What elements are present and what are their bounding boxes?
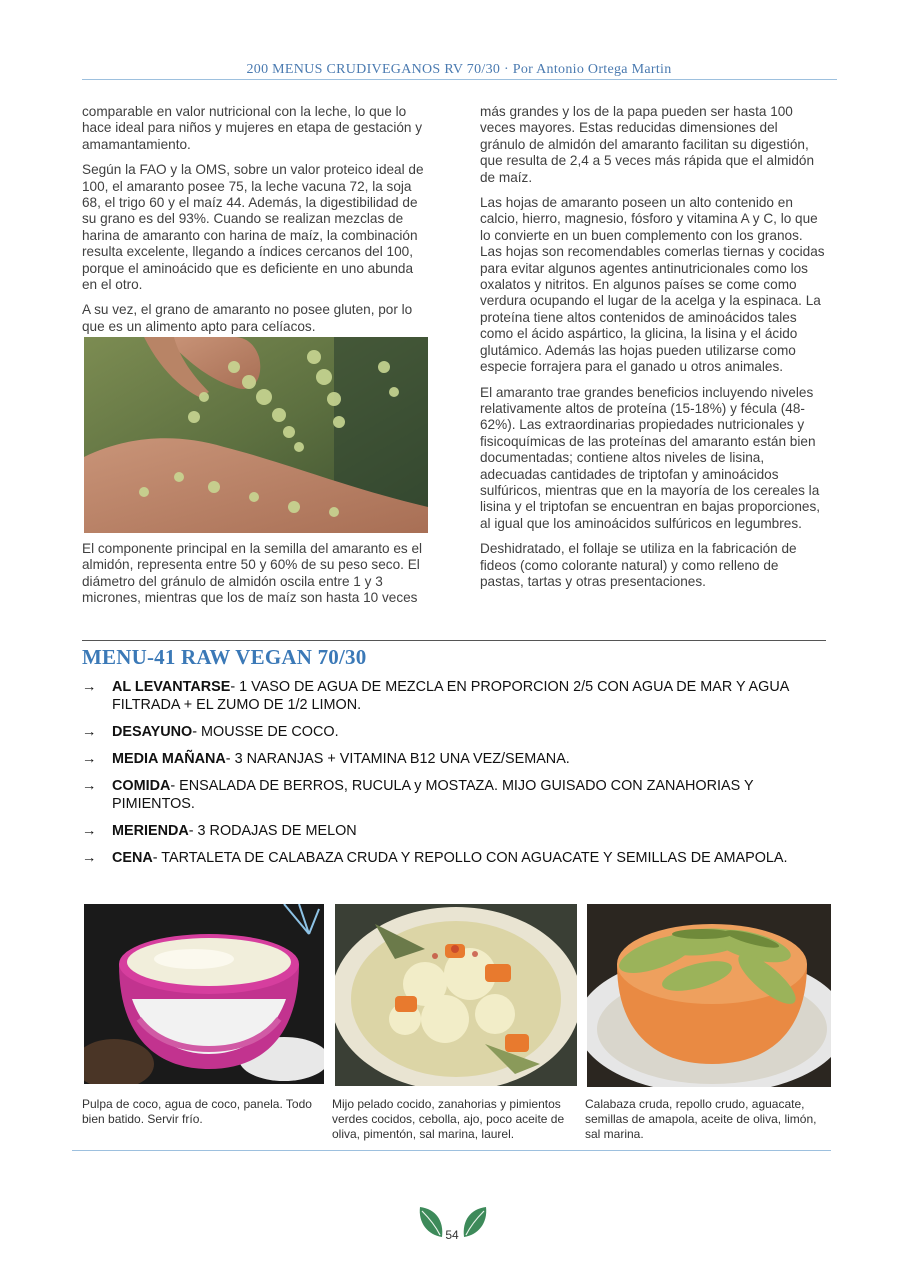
menu-item-label: COMIDA bbox=[112, 778, 171, 794]
paragraph: Las hojas de amaranto poseen un alto contenido en calcio, hierro, magnesio, fósforo y vitamina A y C, lo que lo convierte en un buen complemento con los granos. Las hojas son recomendables comerlas tiernas y cocidas para evitar algunos agentes antinutricionales como los oxalatos y nitritos. En algunos países se come como verdura ocupando el lugar de la acelga y la espinaca. La proteína tiene altos contenidos de aminoácidos tales como el ácido aspártico, la glicina, la lisina y el ácido glutámico. Además las hojas pueden utilizarse como especie forrajera para el ganado u otros animales. bbox=[480, 195, 825, 375]
photo-caption: Mijo pelado cocido, zanahorias y pimientos verdes cocidos, cebolla, ajo, poco aceite de oliva, pimentón, sal marina, laurel. bbox=[332, 1097, 565, 1141]
menu-item-text: - TARTALETA DE CALABAZA CRUDA Y REPOLLO CON AGUACATE Y SEMILLAS DE AMAPOLA. bbox=[152, 850, 788, 866]
photo-caption: Calabaza cruda, repollo crudo, aguacate, semillas de amapola, aceite de oliva, limón, sal marina. bbox=[585, 1097, 817, 1141]
menu-item-label: CENA bbox=[112, 850, 153, 866]
menu-item-text: - ENSALADA DE BERROS, RUCULA y MOSTAZA. MIJO GUISADO CON ZANAHORIAS Y PIMIENTOS. bbox=[112, 778, 754, 812]
left-column bbox=[82, 104, 427, 344]
menu-item bbox=[82, 723, 822, 741]
arrow-right-icon: → bbox=[82, 679, 97, 695]
section-divider bbox=[82, 640, 826, 641]
left-column-continued bbox=[82, 541, 427, 616]
menu-item-label: DESAYUNO bbox=[112, 724, 193, 740]
paragraph: A su vez, el grano de amaranto no posee gluten, por lo que es un alimento apto para celíacos. bbox=[82, 302, 413, 334]
arrow-right-icon: → bbox=[82, 850, 97, 866]
menu-item-text: - 3 NARANJAS + VITAMINA B12 UNA VEZ/SEMANA. bbox=[225, 751, 570, 767]
menu-item bbox=[82, 849, 822, 867]
paragraph: Deshidratado, el follaje se utiliza en la fabricación de fideos (como colorante natural) y como relleno de pastas, tartas y otras presentaciones. bbox=[480, 541, 797, 589]
arrow-right-icon: → bbox=[82, 724, 97, 740]
menu-item-label: MERIENDA bbox=[112, 823, 189, 839]
arrow-right-icon: → bbox=[82, 751, 97, 767]
menu-title: MENU-41 RAW VEGAN 70/30 bbox=[82, 645, 367, 669]
photo-caption: Pulpa de coco, agua de coco, panela. Todo bien batido. Servir frío. bbox=[82, 1097, 312, 1126]
millet-stew-photo bbox=[335, 904, 577, 1086]
paragraph: más grandes y los de la papa pueden ser hasta 100 veces mayores. Estas reducidas dimensiones del gránulo de almidón del amaranto facilitan su digestión, que resulta de 2,4 a 5 veces más rápida que el almidón de maíz. bbox=[480, 104, 815, 185]
menu-item-text: - 3 RODAJAS DE MELON bbox=[188, 823, 357, 839]
header-divider bbox=[82, 79, 837, 80]
arrow-right-icon: → bbox=[82, 778, 97, 794]
page-header-title: 200 MENUS CRUDIVEGANOS RV 70/30 · Por Antonio Ortega Martin bbox=[246, 62, 672, 77]
menu-item-text: - MOUSSE DE COCO. bbox=[192, 724, 339, 740]
menu-item bbox=[82, 750, 822, 768]
menu-list bbox=[82, 678, 822, 876]
menu-item-text: - 1 VASO DE AGUA DE MEZCLA EN PROPORCION 2/5 CON AGUA DE MAR Y AGUA FILTRADA + EL ZUMO DE 1/2 LIMON. bbox=[112, 679, 789, 713]
paragraph: Según la FAO y la OMS, sobre un valor proteico ideal de 100, el amaranto posee 75, la leche vacuna 72, la soja 68, el trigo 60 y el maíz 44. Además, la digestibilidad de su grano es del 93%. Cuando se realizan mezclas de harina de amaranto con harina de maíz, la combinación resulta excelente, llegando a índices cercanos del 100, porque el aminoácido que es deficiente en uno abunda en el otro. bbox=[82, 162, 424, 293]
right-column bbox=[480, 104, 825, 599]
amaranth-photo bbox=[84, 337, 428, 533]
menu-item-label: AL LEVANTARSE bbox=[112, 679, 231, 695]
page-number: 54 bbox=[445, 1228, 459, 1242]
paragraph: El amaranto trae grandes beneficios incluyendo niveles relativamente altos de proteína (15-18%) y fécula (48-62%). Las extraordinarias propiedades nutricionales y fisicoquímicas de las proteínas del amaranto están bien documentadas; contiene altos niveles de lisina, adecuadas cantidades de triptofan y aminoácidos sulfúricos, mientras que en la mayoría de los cereales la lisina y el triptofan se encuentran en bajas proporciones, al igual que los aminoácidos sulfúricos en legumbres. bbox=[480, 384, 821, 531]
menu-item-label: MEDIA MAÑANA bbox=[112, 751, 226, 767]
footer-divider bbox=[72, 1150, 831, 1151]
coconut-mousse-photo bbox=[84, 904, 324, 1084]
pumpkin-tartlet-photo bbox=[587, 904, 831, 1087]
arrow-right-icon: → bbox=[82, 823, 97, 839]
paragraph: comparable en valor nutricional con la leche, lo que lo hace ideal para niños y mujeres en etapa de gestación y amamantamiento. bbox=[82, 104, 423, 152]
menu-item bbox=[82, 678, 822, 714]
menu-item bbox=[82, 777, 822, 813]
menu-item bbox=[82, 822, 822, 840]
paragraph: El componente principal en la semilla del amaranto es el almidón, representa entre 50 y 60% de su peso seco. El diámetro del gránulo de almidón oscila entre 1 y 3 micrones, mientras que los de maíz son hasta 10 veces bbox=[82, 541, 423, 606]
